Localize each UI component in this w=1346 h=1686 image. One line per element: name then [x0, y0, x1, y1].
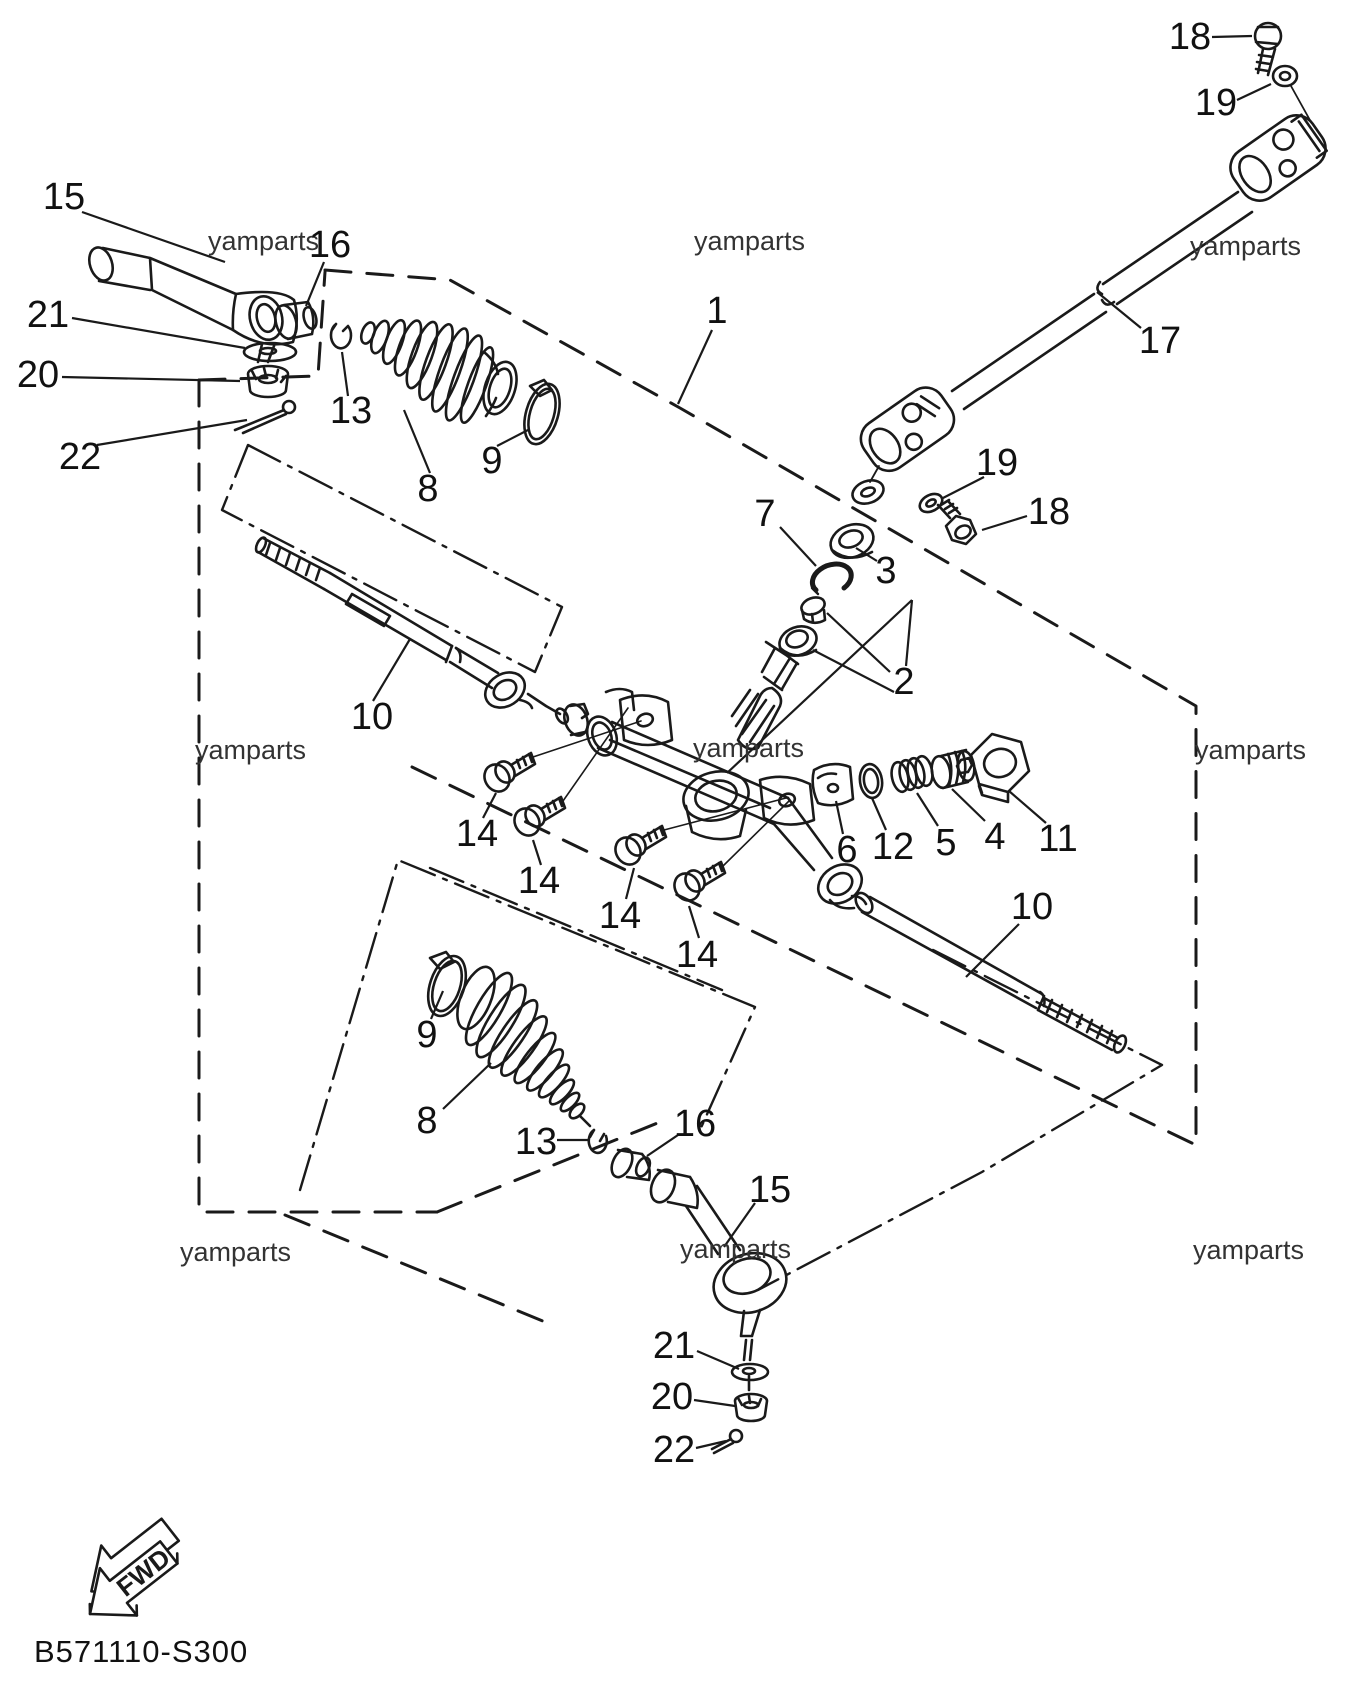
part-label-12[interactable]: 12	[871, 826, 915, 869]
part-label-14[interactable]: 14	[675, 934, 719, 977]
part-label-11[interactable]: 11	[1038, 818, 1078, 861]
part-label-6[interactable]: 6	[836, 829, 858, 872]
part-label-4[interactable]: 4	[984, 816, 1006, 859]
part-label-21[interactable]: 21	[26, 294, 70, 337]
part-label-18[interactable]: 18	[1027, 491, 1071, 534]
fwd-text: FWD	[110, 1542, 176, 1603]
part-label-14[interactable]: 14	[517, 860, 561, 903]
part-label-8[interactable]: 8	[417, 468, 439, 511]
diagram-code: B571110-S300	[34, 1634, 249, 1669]
part-label-15[interactable]: 15	[42, 176, 86, 219]
watermark-text: yamparts	[1193, 1235, 1305, 1265]
part-label-7[interactable]: 7	[754, 493, 776, 536]
watermark-text: yamparts	[180, 1237, 292, 1267]
part-label-19[interactable]: 19	[975, 442, 1019, 485]
part-label-16[interactable]: 16	[673, 1103, 717, 1146]
watermark-text: yamparts	[1190, 231, 1302, 261]
part-label-9[interactable]: 9	[481, 440, 503, 483]
part-label-15[interactable]: 15	[748, 1169, 792, 1212]
part-label-19[interactable]: 19	[1194, 82, 1238, 125]
part-label-3[interactable]: 3	[875, 550, 897, 593]
part-label-1[interactable]: 1	[706, 290, 728, 333]
part-label-8[interactable]: 8	[416, 1100, 438, 1143]
part-label-21[interactable]: 21	[652, 1325, 696, 1368]
part-label-5[interactable]: 5	[935, 822, 957, 865]
part-label-22[interactable]: 22	[58, 436, 102, 479]
part-label-2[interactable]: 2	[893, 661, 915, 704]
part-label-9[interactable]: 9	[416, 1014, 438, 1057]
watermark-text: yamparts	[195, 735, 307, 765]
watermark-text: yamparts	[680, 1234, 792, 1264]
part-label-13[interactable]: 13	[329, 390, 373, 433]
part-label-14[interactable]: 14	[598, 895, 642, 938]
part-label-10[interactable]: 10	[350, 696, 394, 739]
watermark-text: yamparts	[208, 226, 320, 256]
part-label-18[interactable]: 18	[1168, 16, 1212, 59]
part-label-16[interactable]: 16	[308, 224, 352, 267]
watermark-text: yamparts	[1195, 735, 1307, 765]
part-label-10[interactable]: 10	[1010, 886, 1054, 929]
watermark-text: yamparts	[693, 733, 805, 763]
part-label-22[interactable]: 22	[652, 1429, 696, 1472]
watermark-text: yamparts	[694, 226, 806, 256]
part-label-20[interactable]: 20	[16, 354, 60, 397]
part-label-14[interactable]: 14	[455, 813, 499, 856]
part-label-20[interactable]: 20	[650, 1376, 694, 1419]
part-label-13[interactable]: 13	[514, 1121, 558, 1164]
part-label-17[interactable]: 17	[1138, 320, 1182, 363]
